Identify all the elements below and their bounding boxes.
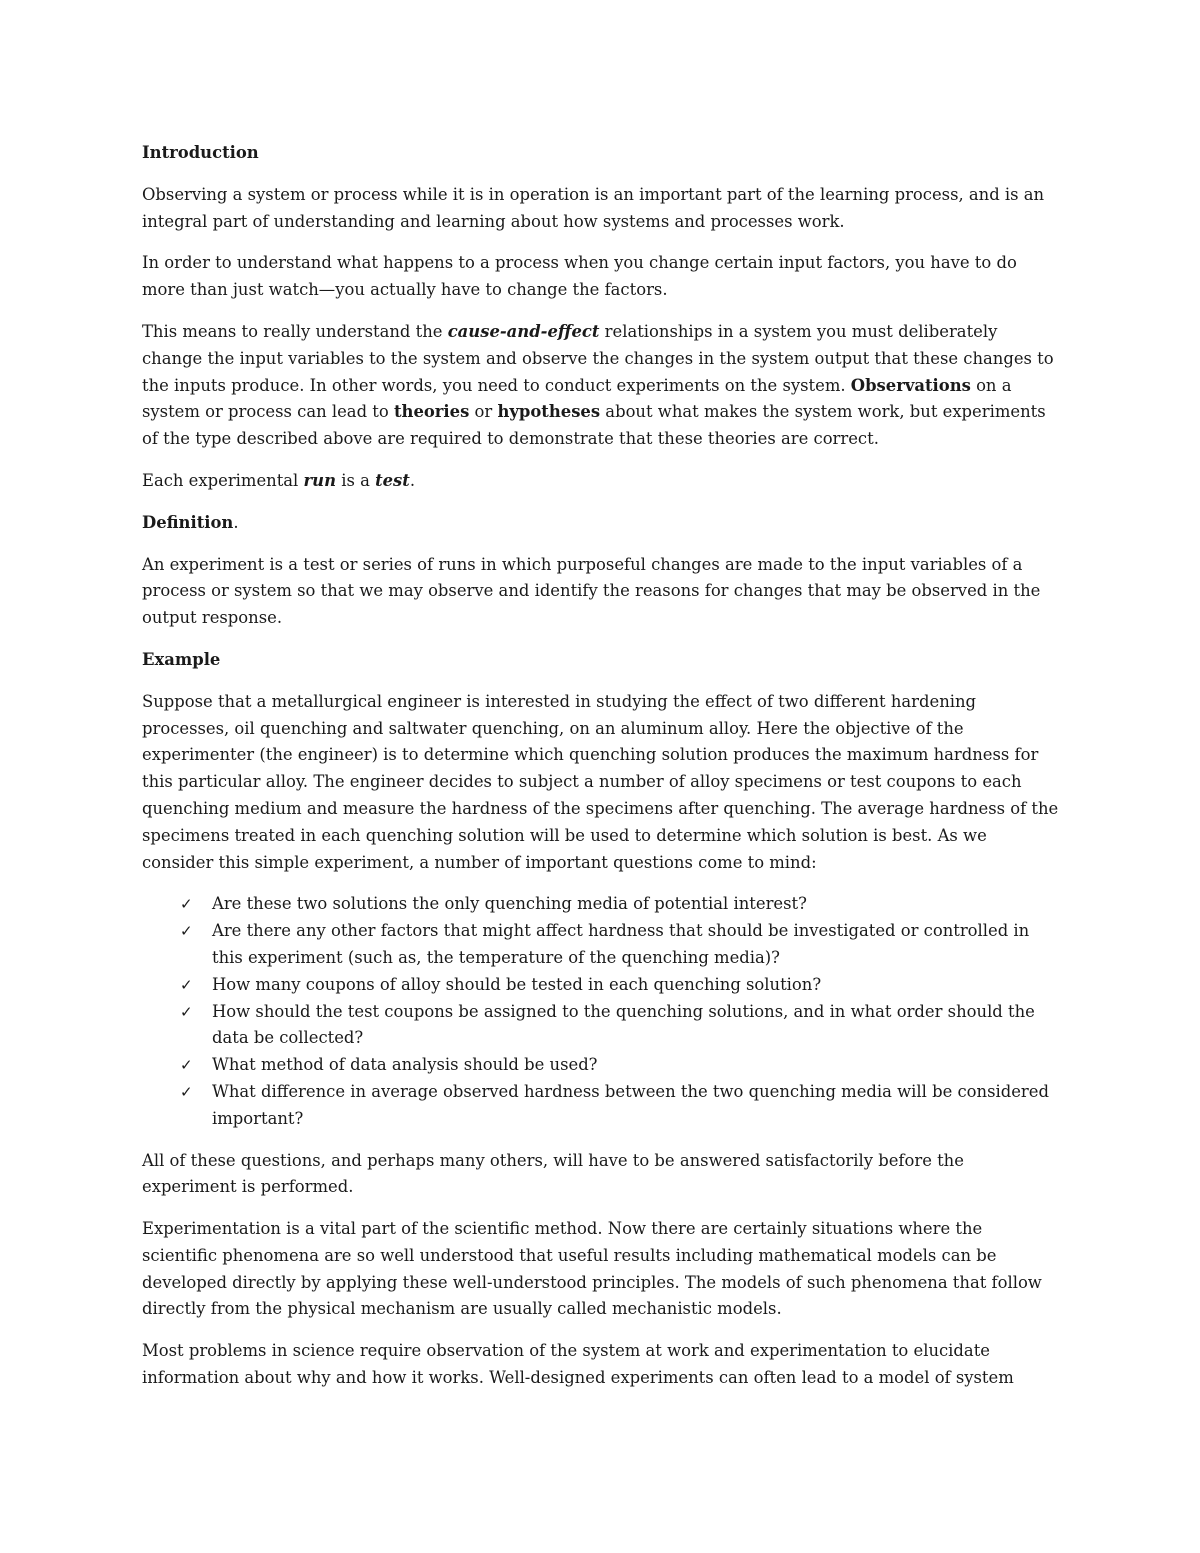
p3-text-2: relationships in a system you must deliberately change the input variables to the system and observe the changes in the system output that these changes to the inputs produce. In other words, you need to conduct experiments on the system. — [142, 321, 1054, 395]
list-item — [142, 918, 1062, 972]
p3-text-1: This means to really understand the — [142, 321, 448, 341]
checkmark-icon: ✓ — [180, 895, 193, 914]
intro-paragraph-3 — [142, 319, 1062, 453]
question-text: Are these two solutions the only quenching media of potential interest? — [212, 894, 807, 914]
theories-term: theories — [393, 402, 470, 422]
closing-paragraph-1: Experimentation is a vital part of the scientific method. Now there are certainly situations where the scientific phenomena are so well understood that useful results including mathematical models can be developed directly by applying these well-understood principles. The models of such phenomena that follow directly from the physical mechanism are usually called mechanistic models. — [142, 1219, 1042, 1319]
p3-text-4: or — [469, 402, 498, 422]
run-term: run — [303, 470, 336, 490]
list-item — [142, 999, 1062, 1053]
cause-and-effect-term: cause-and-effect — [447, 321, 600, 341]
checkmark-icon: ✓ — [180, 975, 193, 994]
intro-paragraph-2: In order to understand what happens to a process when you change certain input factors, you have to do more than just watch—you actually have to change the factors. — [142, 253, 1017, 300]
example-heading: Example — [142, 649, 221, 669]
question-text: What method of data analysis should be used? — [212, 1055, 598, 1075]
hypotheses-term: hypotheses — [497, 402, 601, 422]
checkmark-icon: ✓ — [180, 1002, 193, 1021]
p3-text-5: about what makes the system work, but experiments of the type described above are required to demonstrate that these theories are correct. — [142, 402, 1046, 449]
questions-list — [142, 891, 1062, 1132]
checkmark-icon: ✓ — [180, 922, 193, 941]
observations-term: Observations — [850, 375, 971, 395]
list-item — [142, 972, 1062, 999]
checkmark-icon: ✓ — [180, 1082, 193, 1101]
introduction-heading: Introduction — [142, 143, 259, 162]
p4-text-1: Each experimental — [142, 470, 304, 490]
question-text: What difference in average observed hardness between the two quenching media will be considered important? — [212, 1081, 1049, 1128]
closing-paragraph-2: Most problems in science require observation of the system at work and experimentation to elucidate information about why and how it works. Well-designed experiments can often lead to a model of system — [142, 1341, 1014, 1388]
p4-text-2: is a — [336, 470, 376, 490]
question-text: How should the test coupons be assigned to the quenching solutions, and in what order should the data be collected? — [212, 1001, 1035, 1048]
example-paragraph: Suppose that a metallurgical engineer is interested in studying the effect of two different hardening processes, oil quenching and saltwater quenching, on an aluminum alloy. Here the objective of the experimenter (the engineer) is to determine which quenching solution produces the maximum hardness for this particular alloy. The engineer decides to subject a number of alloy specimens or test coupons to each quenching medium and measure the hardness of the specimens after quenching. The average hardness of the specimens treated in each quenching solution will be used to determine which solution is best. As we consider this simple experiment, a number of important questions come to mind: — [142, 691, 1059, 872]
question-text: How many coupons of alloy should be tested in each quenching solution? — [212, 974, 822, 994]
document-body — [142, 140, 1062, 1407]
p3-text-3: on a system or process can lead to — [142, 375, 1012, 422]
test-term: test — [375, 470, 410, 490]
definition-heading-period: . — [233, 512, 239, 532]
p4-text-3: . — [409, 470, 416, 490]
definition-heading-line — [142, 510, 1062, 537]
list-item — [142, 1079, 1062, 1133]
checkmark-icon: ✓ — [180, 1056, 193, 1075]
question-text: Are there any other factors that might affect hardness that should be investigated or controlled in this experiment (such as, the temperature of the quenching media)? — [212, 921, 1030, 967]
list-item — [142, 1052, 1062, 1079]
list-item — [142, 891, 1062, 918]
intro-paragraph-4 — [142, 468, 1062, 495]
definition-paragraph: An experiment is a test or series of runs in which purposeful changes are made to the input variables of a process or system so that we may observe and identify the reasons for changes that may be observed in the output response. — [142, 554, 1041, 628]
after-questions-paragraph: All of these questions, and perhaps many others, will have to be answered satisfactorily before the experiment is performed. — [142, 1150, 964, 1197]
intro-paragraph-1: Observing a system or process while it is in operation is an important part of the learning process, and is an integral part of understanding and learning about how systems and processes work. — [142, 184, 1045, 231]
definition-heading: Definition — [142, 512, 234, 532]
